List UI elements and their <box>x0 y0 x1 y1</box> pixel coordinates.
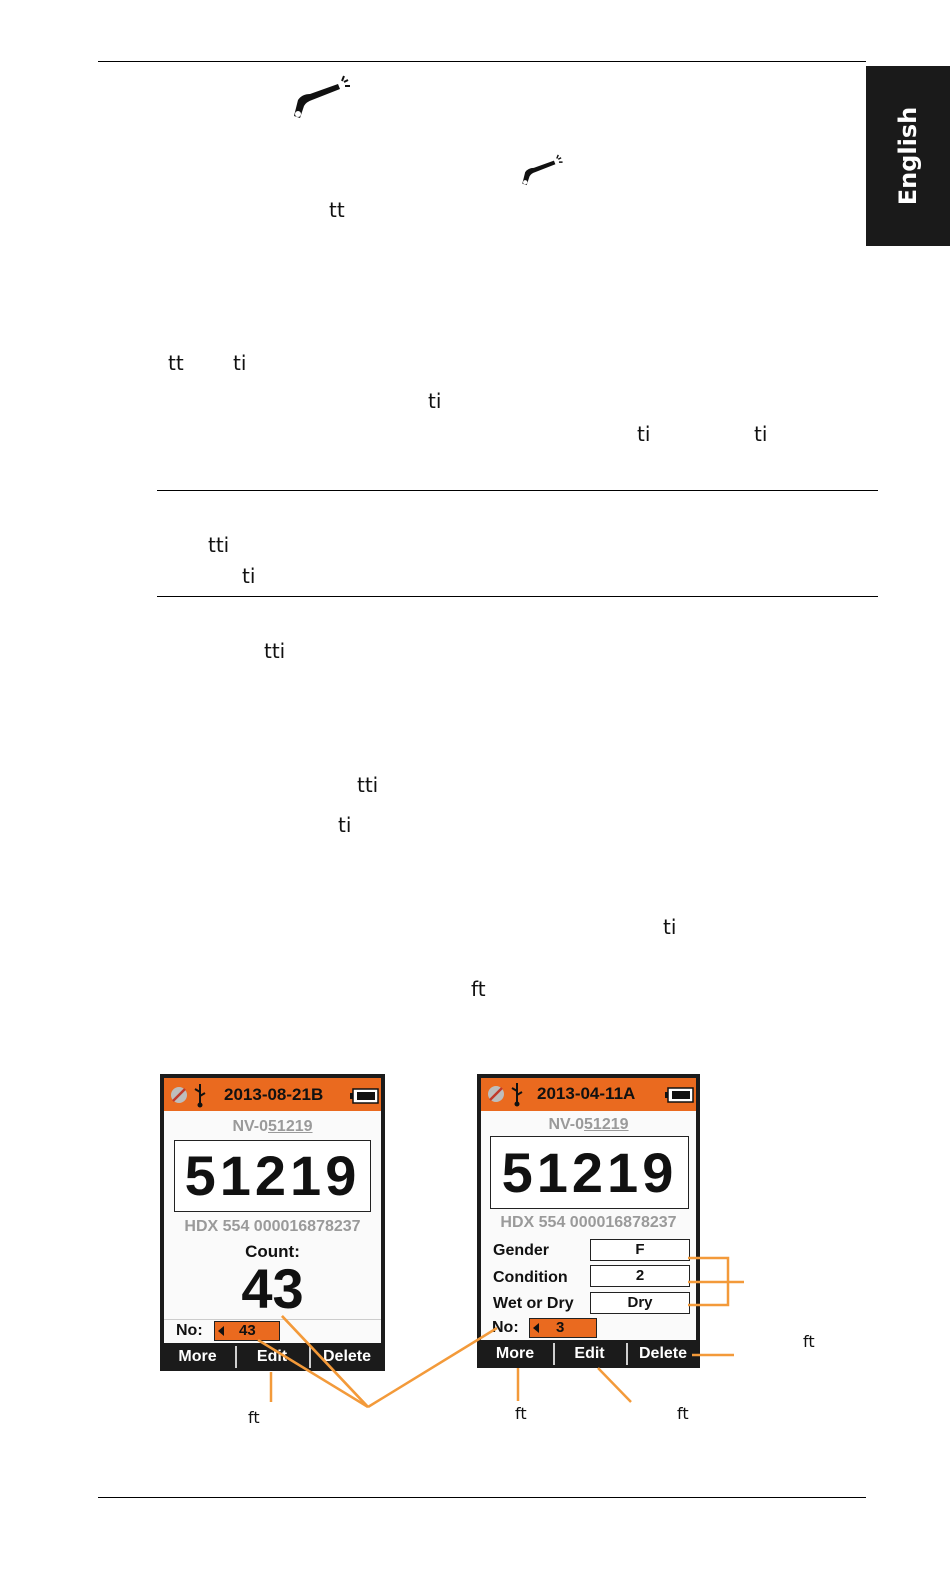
text-fragment: tt <box>329 198 345 222</box>
record-number-selector[interactable]: 3 <box>529 1318 597 1338</box>
text-fragment: tt <box>168 351 184 375</box>
edit-softkey[interactable]: Edit <box>256 1348 288 1365</box>
count-value: 43 <box>241 1257 304 1320</box>
text-fragment: ti <box>663 915 677 939</box>
callout-caption: ft <box>515 1404 527 1423</box>
text-fragment: ti <box>233 351 247 375</box>
gender-label: Gender <box>493 1242 550 1259</box>
condition-label: Condition <box>493 1269 568 1286</box>
text-fragment: ti <box>637 422 651 446</box>
text-fragment: tti <box>357 773 379 797</box>
callout-caption: ft <box>803 1332 815 1351</box>
record-number-label: No: <box>176 1322 203 1339</box>
text-fragment: tti <box>208 533 230 557</box>
nv-id-label: NV-051219 <box>232 1118 313 1135</box>
text-fragment: ti <box>242 564 256 588</box>
language-tab[interactable]: English <box>866 66 950 246</box>
animal-id-display: 51219 <box>174 1140 371 1212</box>
text-fragment: ti <box>754 422 768 446</box>
text-fragment: tti <box>264 639 286 663</box>
text-fragment: ft <box>471 977 486 1001</box>
record-date: 2013-08-21B <box>224 1085 324 1104</box>
record-number-callout-line <box>282 1316 497 1407</box>
condition-value[interactable]: 2 <box>590 1265 690 1287</box>
hdx-tag-number: HDX 554 000016878237 <box>500 1214 677 1231</box>
edit-softkey[interactable]: Edit <box>574 1345 605 1362</box>
more-softkey[interactable]: More <box>495 1345 535 1362</box>
record-date: 2013-04-11A <box>537 1084 636 1103</box>
wet-or-dry-label: Wet or Dry <box>493 1295 574 1312</box>
count-label: Count: <box>245 1242 300 1261</box>
edit-callout-line <box>598 1368 631 1402</box>
delete-softkey[interactable]: Delete <box>322 1348 372 1365</box>
callout-caption: ft <box>248 1408 260 1427</box>
text-fragment: ti <box>338 813 352 837</box>
wet-or-dry-value[interactable]: Dry <box>590 1292 690 1314</box>
bottom-rule <box>98 1497 866 1498</box>
record-number-label: No: <box>492 1319 519 1336</box>
fields-bracket <box>688 1258 744 1305</box>
text-fragment: ti <box>428 389 442 413</box>
gender-value[interactable]: F <box>590 1239 690 1261</box>
animal-id-display: 51219 <box>490 1136 689 1209</box>
record-number-selector[interactable]: 43 <box>214 1321 280 1341</box>
hdx-tag-number: HDX 554 000016878237 <box>184 1218 361 1235</box>
more-softkey[interactable]: More <box>178 1348 217 1365</box>
callout-caption: ft <box>677 1404 689 1423</box>
nv-id-label: NV-051219 <box>548 1116 629 1133</box>
delete-softkey[interactable]: Delete <box>638 1345 688 1362</box>
